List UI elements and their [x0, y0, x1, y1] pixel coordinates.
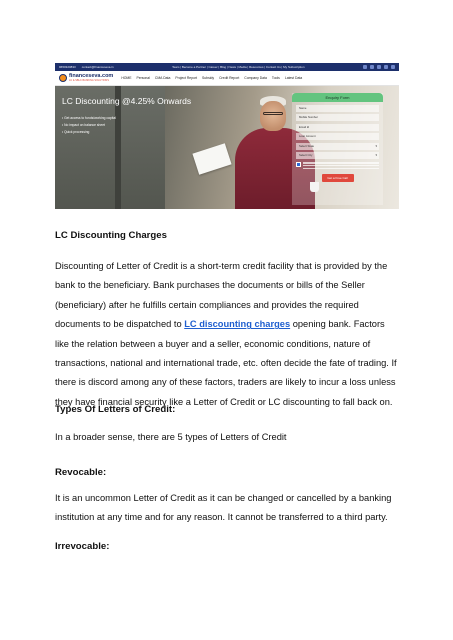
- hero-bullet: • No impact on balance sheet: [62, 123, 116, 127]
- topbar-links[interactable]: Team | Become a Partner | Career | Blog | News | Media | Resources | Contact Us | My Subscription: [172, 65, 305, 69]
- consent-text: [303, 162, 379, 170]
- revocable-paragraph: It is an uncommon Letter of Credit as it can be changed or cancelled by a banking institution at any time and for any reason. It cannot be transferred to a third party.: [55, 493, 392, 523]
- nav-project-report[interactable]: Project Report: [175, 76, 198, 80]
- consent-row: [296, 162, 379, 170]
- logo-name: financeseva.com: [69, 73, 114, 79]
- hero-photo-document: [192, 143, 231, 174]
- hero-bullet: • Quick processing: [62, 130, 116, 134]
- enquiry-form-title: Enquiry Form: [292, 93, 383, 102]
- youtube-icon[interactable]: [391, 65, 395, 69]
- site-navbar: [55, 71, 399, 86]
- facebook-icon[interactable]: [363, 65, 367, 69]
- logo-tagline: LC & SBLC BANKING SOLUTIONS: [69, 78, 109, 82]
- city-select[interactable]: Select City ▾: [296, 152, 379, 159]
- twitter-icon[interactable]: [370, 65, 374, 69]
- hero-bullet: • Get access to funds/working capital: [62, 116, 116, 120]
- loan-amount-field[interactable]: Loan Amount: [296, 133, 379, 140]
- irrevocable-heading: Irrevocable:: [55, 541, 110, 552]
- hero-title: LC Discounting @4.25% Onwards: [62, 96, 192, 106]
- mobile-field[interactable]: Mobile Number: [296, 114, 379, 121]
- website-screenshot: [55, 63, 399, 209]
- linkedin-icon[interactable]: [384, 65, 388, 69]
- nav-subsidy[interactable]: Subsidy: [202, 76, 215, 80]
- name-field[interactable]: Name: [296, 105, 379, 112]
- doc-title: LC Discounting Charges: [55, 230, 167, 241]
- hero-banner: [55, 86, 399, 209]
- site-topbar: [55, 63, 399, 71]
- types-intro: In a broader sense, there are 5 types of Letters of Credit: [55, 432, 287, 442]
- nav-credit-report[interactable]: Credit Report: [219, 76, 240, 80]
- email-field[interactable]: Email Id: [296, 124, 379, 131]
- nav-personal[interactable]: Personal: [136, 76, 150, 80]
- nav-company-data[interactable]: Company Data: [244, 76, 267, 80]
- social-icons: [363, 65, 395, 69]
- state-select[interactable]: Select State ▾: [296, 143, 379, 150]
- free-call-button[interactable]: Get a Free Call: [322, 174, 354, 182]
- site-logo[interactable]: [59, 74, 113, 82]
- instagram-icon[interactable]: [377, 65, 381, 69]
- types-heading: Types Of Letters of Credit:: [55, 404, 176, 415]
- consent-checkbox[interactable]: [296, 162, 301, 167]
- intro-paragraph: Discounting of Letter of Credit is a short-term credit facility that is provided by the bank to the beneficiary. Bank purchases the documents or bills of the Seller (beneficiary) after he fulfills certain compliances and provides the required documents to be dispatched to LC discounting charges opening bank. Factors like the relation between a buyer and a seller, economic conditions, nature of transactions, national and international trade, etc. often decide the fate of trading. If there is discord among any of these factors, traders are likely to incur a loss unless they have financial security like a Letter of Credit or LC discounting to fall back on.: [55, 261, 397, 407]
- hero-bullets: [62, 116, 116, 137]
- nav-tools[interactable]: Tools: [271, 76, 280, 80]
- nav-latest-data[interactable]: Latest Data: [284, 76, 303, 80]
- nav-home[interactable]: HOME: [121, 76, 132, 80]
- phone-text[interactable]: 9650320833: [59, 65, 76, 69]
- logo-icon: [59, 74, 67, 82]
- revocable-heading: Revocable:: [55, 467, 107, 478]
- enquiry-form: [292, 93, 383, 205]
- lc-discounting-charges-link[interactable]: LC discounting charges: [184, 319, 291, 330]
- nav-cma-data[interactable]: CMA Data: [154, 76, 171, 80]
- email-text[interactable]: contact@financeseva.in: [81, 65, 114, 69]
